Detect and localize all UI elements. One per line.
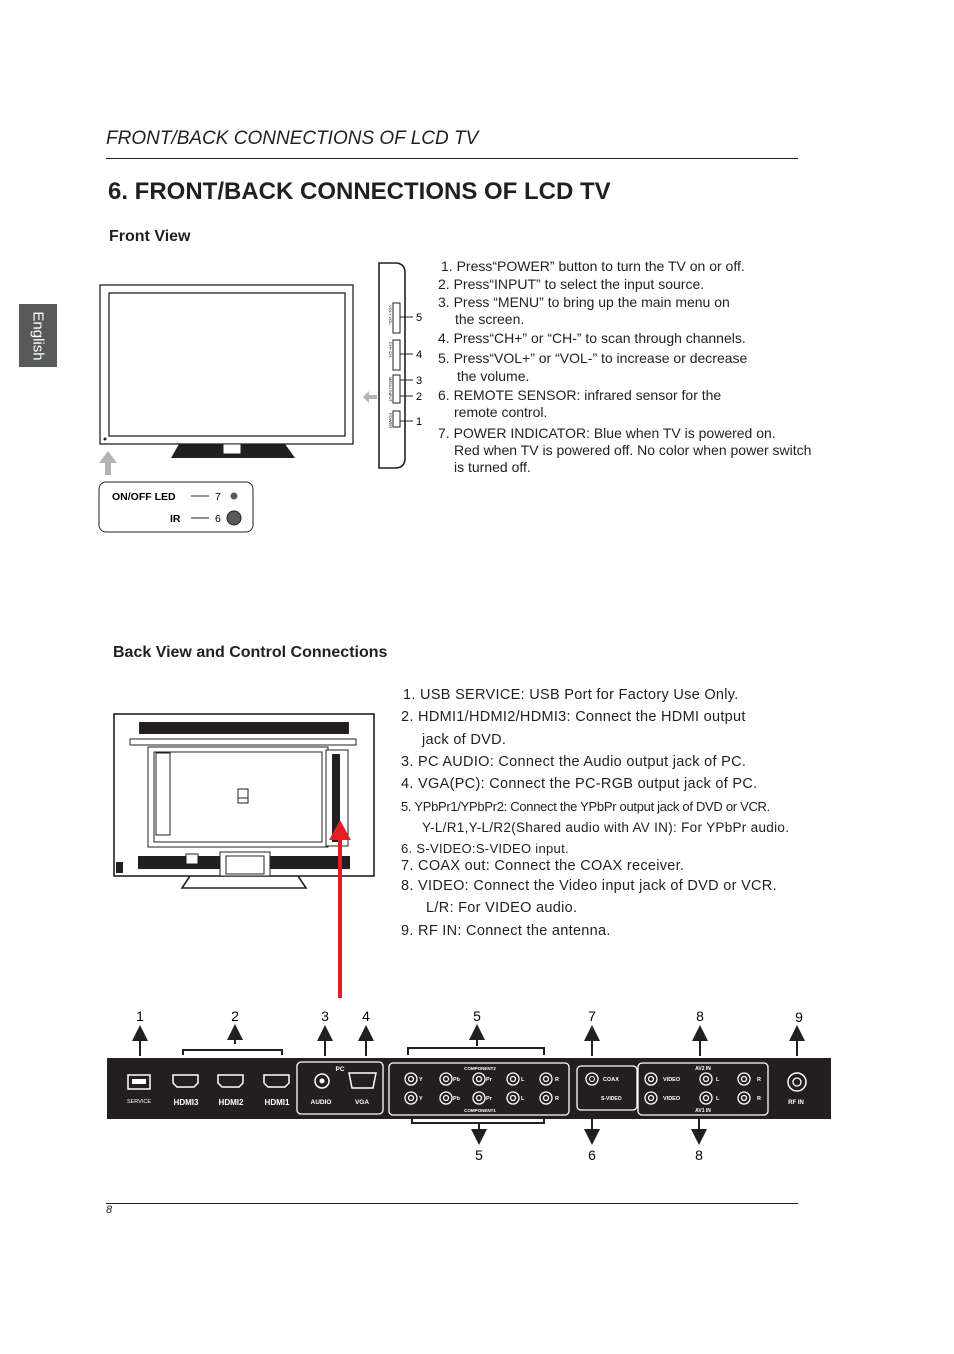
r2-label: R [555,1077,559,1083]
language-tab [19,304,57,367]
header-rule [106,158,798,159]
front-view-title: Front View [109,228,191,245]
back-list-item: 7. COAX out: Connect the COAX receiver. [401,858,685,874]
pb2-label: Pb [453,1077,461,1083]
av2in-label: AV2 IN [695,1066,711,1072]
ir-sensor [227,511,241,525]
back-list-item: 4. VGA(PC): Connect the PC-RGB output jack of PC. [401,776,758,792]
audio-label: AUDIO [310,1099,332,1106]
back-list-item: 3. PC AUDIO: Connect the Audio output jack of PC. [401,754,747,770]
video2-label: VIDEO [663,1077,681,1083]
callout-2: 2 [231,1008,239,1024]
video1-label: VIDEO [663,1096,681,1102]
led-label: ON/OFF LED [112,491,176,503]
y1-label: Y [419,1096,423,1102]
front-list-item-cont: remote control. [454,404,548,420]
front-list-item: 1. Press“POWER” button to turn the TV on or off. [441,258,745,274]
callout-8-bottom: 8 [695,1147,703,1163]
back-list-item: 9. RF IN: Connect the antenna. [401,923,611,939]
callout-8: 8 [696,1008,704,1024]
coax-label: COAX [603,1077,619,1083]
tv-front-drawing [100,263,413,468]
section-title: 6. FRONT/BACK CONNECTIONS OF LCD TV [108,178,611,205]
callout-4: 4 [416,349,423,361]
ir-label: IR [170,513,181,525]
callout-1: 1 [136,1008,144,1024]
front-list-item: 2. Press“INPUT” to select the input source. [438,276,705,292]
callout-5: 5 [416,312,423,324]
av2-l-label: L [716,1077,720,1083]
front-list-item: 5. Press“VOL+” or “VOL-” to increase or decrease [438,350,748,366]
back-list-item: 2. HDMI1/HDMI2/HDMI3: Connect the HDMI output [401,709,746,725]
callout-2: 2 [416,391,423,403]
power-button-label: POWER [388,413,393,429]
up-arrow-icon [99,451,117,475]
running-header: FRONT/BACK CONNECTIONS OF LCD TV [106,128,479,149]
av2-r-label: R [757,1077,761,1083]
callout-6: 6 [588,1147,596,1163]
front-list-item: 7. POWER INDICATOR: Blue when TV is powered on. [438,425,776,441]
connector-panel-diagram [100,1000,840,1175]
led-indicator [231,493,238,500]
callout-7: 7 [588,1008,596,1024]
av1in-label: AV1 IN [695,1108,711,1114]
service-label: SERVICE [126,1099,152,1105]
front-list-item-cont: the volume. [457,368,530,384]
back-list-item-cont: L/R: For VIDEO audio. [426,900,578,916]
callout-3: 3 [321,1008,329,1024]
language-tab-label: English [29,310,47,361]
vol-button-label: VOL+ VOL- [388,305,393,326]
pc-label: PC [335,1066,345,1073]
front-list-item: 3. Press “MENU” to bring up the main menu on [438,294,730,310]
back-list-item: 5. YPbPr1/YPbPr2: Connect the YPbPr output jack of DVD or VCR. [401,799,770,814]
back-list-item: 6. S-VIDEO:S-VIDEO input. [401,841,569,856]
y2-label: Y [419,1077,423,1083]
callout-5: 5 [473,1008,481,1024]
ir-num: 6 [215,513,221,525]
l2-label: L [521,1077,525,1083]
front-list-item-cont: is turned off. [454,459,531,475]
av1-r-label: R [757,1096,761,1102]
back-list-item: 1. USB SERVICE: USB Port for Factory Use Only. [403,687,739,703]
vga-label: VGA [354,1099,370,1106]
hdmi3-label: HDMI3 [173,1098,199,1107]
front-list-item-cont: the screen. [455,311,525,327]
back-list-item-cont: jack of DVD. [422,732,507,748]
callout-1: 1 [416,416,423,428]
ch-button-label: CH+ CH- [388,342,393,359]
component1-label: COMPONENT1 [464,1108,496,1113]
callout-9: 9 [795,1009,803,1025]
l1-label: L [521,1096,525,1102]
front-list-item-cont: Red when TV is powered off. No color when power switch [454,442,812,458]
back-list-item-cont: Y-L/R1,Y-L/R2(Shared audio with AV IN): For YPbPr audio. [422,820,790,835]
front-list-item: 6. REMOTE SENSOR: infrared sensor for the [438,387,722,403]
page-number: 8 [106,1204,113,1216]
r1-label: R [555,1096,559,1102]
component2-label: COMPONENT2 [464,1066,496,1071]
svideo-label: S-VIDEO [601,1096,622,1102]
callout-4: 4 [362,1008,370,1024]
footer-rule [106,1203,798,1204]
pr1-label: Pr [486,1096,492,1102]
menu-input-button-label: MENU INPUT [388,377,393,402]
pb1-label: Pb [453,1096,461,1102]
back-view-title: Back View and Control Connections [113,644,388,661]
rf-in-label: RF IN [788,1100,804,1106]
av1-l-label: L [716,1096,720,1102]
hdmi1-label: HDMI1 [264,1098,290,1107]
callout-3: 3 [416,375,423,387]
led-num: 7 [215,491,221,503]
red-arrow-icon [325,820,355,1000]
front-list-item: 4. Press“CH+” or “CH-” to scan through channels. [438,330,746,346]
pr2-label: Pr [486,1077,492,1083]
front-view-diagram [95,258,425,538]
callout-5-bottom: 5 [475,1147,483,1163]
hdmi2-label: HDMI2 [218,1098,244,1107]
back-list-item: 8. VIDEO: Connect the Video input jack of DVD or VCR. [401,878,777,894]
